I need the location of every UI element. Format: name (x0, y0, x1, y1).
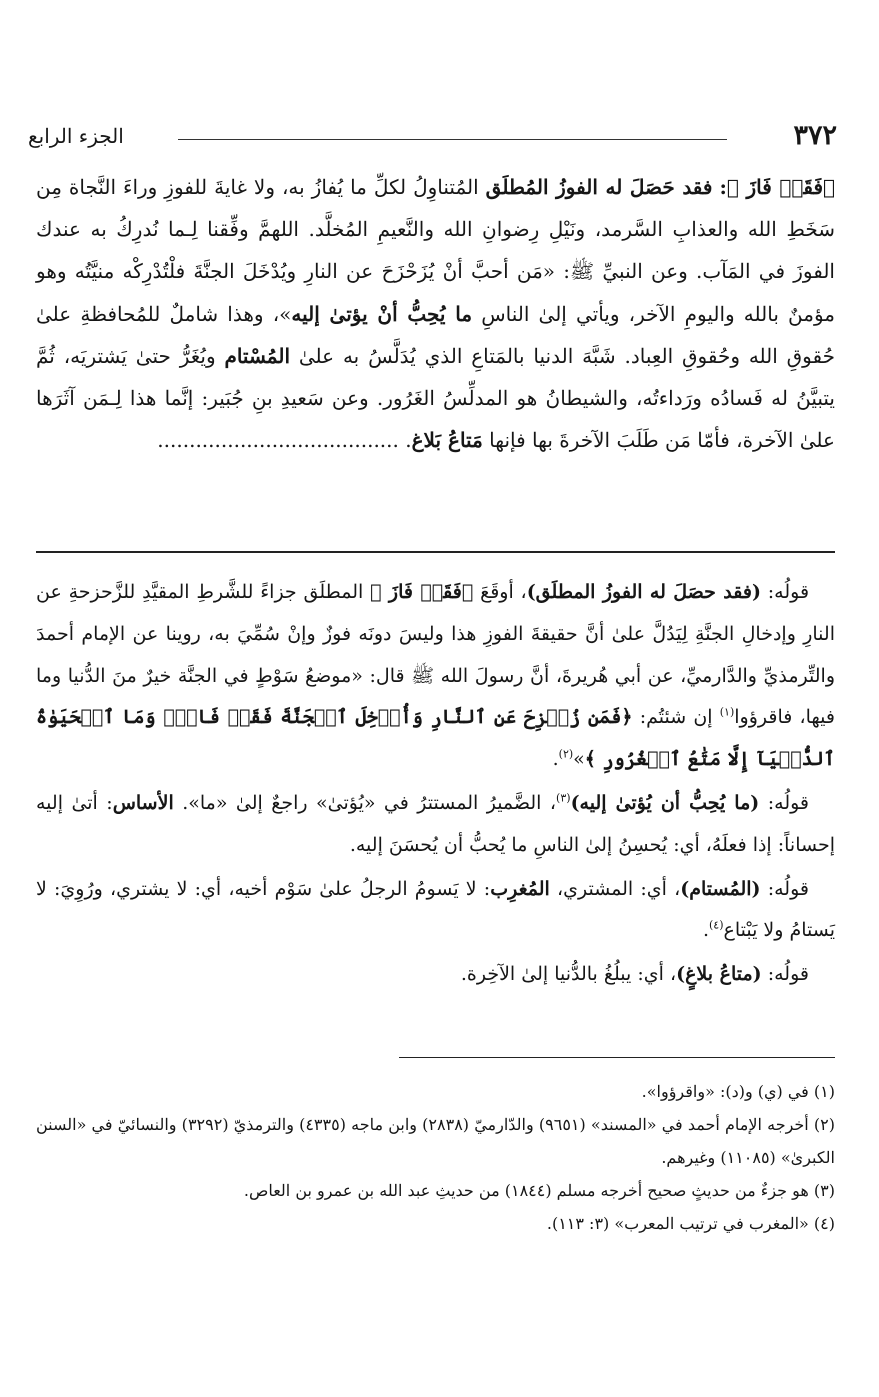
text-run: المطلَق جزاءً للشَّرطِ المقيَّدِ للزَّحزحةِ عن النارِ وإدخالِ الجنَّةِ لِيَدُلَّ علىٰ أنَّ حقيقةَ الفوزِ هذا وليسَ دونَه فوزٌ وإنْ سُمِّيَ به، روينا عن الإمام أحمدَ والتِّرمذيِّ والدَّارميِّ، عن أبي هُريرةَ، أنَّ رسولَ الله ﷺ قال: «موضعُ سَوْطٍ في الجنَّة خيرٌ منَ الدُّنيا وما فيها، فاقرؤوا (36, 581, 835, 729)
main-text-divider (36, 551, 835, 553)
text-run: »، وهذا شاملٌ للمُحافظةِ علىٰ حُقوقِ الله وحُقوقِ العِباد. شَبَّهَ الدنيا بالمَتاعِ الذي يُدَلَّسُ به علىٰ (36, 301, 835, 368)
footnote-ref[interactable]: (٣) (556, 791, 571, 805)
text-run: إن شئتُم: (632, 706, 720, 729)
quran-quote: ﴿فَقَدۡ فَازَ ﴾: (719, 175, 836, 199)
dot-leader: ...................................... (157, 428, 406, 453)
bold-phrase: (ما يُحِبُّ أن يُؤتىٰ إليه) (570, 791, 760, 814)
commentary (36, 572, 835, 996)
bold-phrase: الأساس (112, 791, 174, 814)
bold-phrase: فقد حَصَلَ له الفوزُ المُطلَق (485, 175, 713, 199)
text-run: . (405, 428, 412, 453)
header-rule (178, 139, 727, 140)
page-number: ٣٧٢ (793, 120, 837, 151)
bold-phrase: المُسْتام (224, 343, 291, 368)
text-run: : أتىٰ إليه إحساناً: إذا فعلَهُ، أي: يُحسِنُ إلىٰ الناسِ ما يُحبُّ أن يُحسَنَ إليه. (36, 791, 835, 856)
text-run: ويُغَرُّ حتىٰ يَشتريَه، ثُمَّ يتبيَّنُ له فَسادُه ورَداءتُه، والشيطانُ هو المدلِّسُ الغَرُور. وعن سَعيدِ بنِ جُبَير: إنَّما هذا لِـمَن آثَرَها علىٰ الآخرة، فأمّا مَن طَلَبَ الآخرةَ بها فإنها (36, 343, 835, 453)
text-run: ، الضَّميرُ المستترُ في «يُؤتىٰ» راجعٌ إلىٰ «ما». (182, 791, 557, 814)
footnote-ref[interactable]: (٤) (708, 919, 724, 933)
footnote-divider (399, 1057, 835, 1058)
footnote: (١) في (ي) و(د): «واقرؤوا». (641, 1082, 835, 1101)
text-run: قولُه: (767, 963, 809, 986)
running-header (28, 118, 837, 154)
text-run: : لا يَسومُ الرجلُ علىٰ سَوْم أخيه، أي: لا يشتري، ورُوِيَ: لا يَستامُ ولا يَبْتاع (36, 877, 835, 942)
text-run: قولُه: (767, 791, 810, 814)
bold-phrase: (متاعُ بلاغٍ) (676, 963, 762, 986)
bold-phrase: مَتاعُ بَلاغ (411, 428, 483, 453)
text-run: . (702, 919, 709, 942)
footnote: (٢) أخرجه الإمام أحمد في «المسند» (٩٦٥١) والدّارميّ (٢٨٣٨) وابن ماجه (٤٣٣٥) والترمذيّ (٣٢٩٢) والنسائيّ في «السنن الكبرىٰ» (١١٠٨٥) وغيرهم. (36, 1115, 835, 1167)
commentary-paragraph (36, 783, 835, 867)
bold-phrase: ما يُحِبُّ أنْ يؤتىٰ إليه (291, 301, 473, 326)
text-run: . (552, 748, 559, 771)
commentary-paragraph (36, 954, 835, 996)
footnote-ref[interactable]: (١) (719, 706, 735, 720)
bold-phrase: (فقد حصَلَ له الفوزُ المطلَق) (526, 581, 761, 603)
footnote-ref[interactable]: (٢) (558, 747, 574, 761)
main-text (36, 166, 835, 461)
text-run: » (573, 748, 585, 771)
quran-quote: ﴿فَمَن زُحۡزِحَ عَنِ ٱلنَّارِ وَأُدۡخِلَ ٱلۡجَنَّةَ فَقَدۡ فَازَۗ وَمَا ٱلۡحَيَوٰةُ ٱلدُّنۡيَآ إِلَّا مَتَٰعُ ٱلۡغُرُورِ ﴾ (36, 706, 835, 771)
running-title: الجزء الرابع (28, 124, 124, 148)
text-run: ، أي: المشتري، (556, 877, 681, 900)
text-run: ، أي: يبلُغُ بالدُّنيا إلىٰ الآخِرة. (460, 963, 677, 986)
text-run: قولُه: (767, 581, 810, 603)
bold-phrase: (المُستام) (680, 877, 761, 900)
main-paragraph (36, 166, 835, 461)
footnotes (36, 1075, 835, 1240)
commentary-paragraph (36, 869, 835, 953)
footnote: (٤) «المغرب في ترتيب المعرب» (٣: ١١٣). (546, 1214, 835, 1233)
quran-quote: ﴿فَقَدۡ فَازَ ﴾ (370, 581, 474, 603)
text-run: قولُه: (767, 877, 809, 900)
text-run: المُتناوِلُ لكلِّ ما يُفازُ به، ولا غايةَ للفوزِ وراءَ النَّجاة مِن سَخَطِ الله والعذابِ السَّرمد، ونَيْلِ رِضوانِ الله والنَّعيمِ المُخلَّد. اللهمَّ وفِّقنا لِـما نُدرِكُ به عندك الفوزَ في المَآب. وعن النبيِّ ﷺ: «مَن أحبَّ أنْ يُزَحْزَحَ عن النارِ ويُدْخَلَ الجنَّةَ فلْتُدْرِكْه منيَّتُه وهو مؤمنٌ بالله واليومِ الآخر، ويأتي إلىٰ الناسِ (36, 175, 836, 326)
text-run: ، أوقَعَ (480, 581, 527, 603)
commentary-paragraph (36, 572, 835, 781)
footnote: (٣) هو جزءٌ من حديثٍ صحيح أخرجه مسلم (١٨٤٤) من حديثِ عبد الله بن عمرو بن العاص. (243, 1181, 835, 1200)
bold-phrase: المُغرِب (490, 877, 550, 900)
